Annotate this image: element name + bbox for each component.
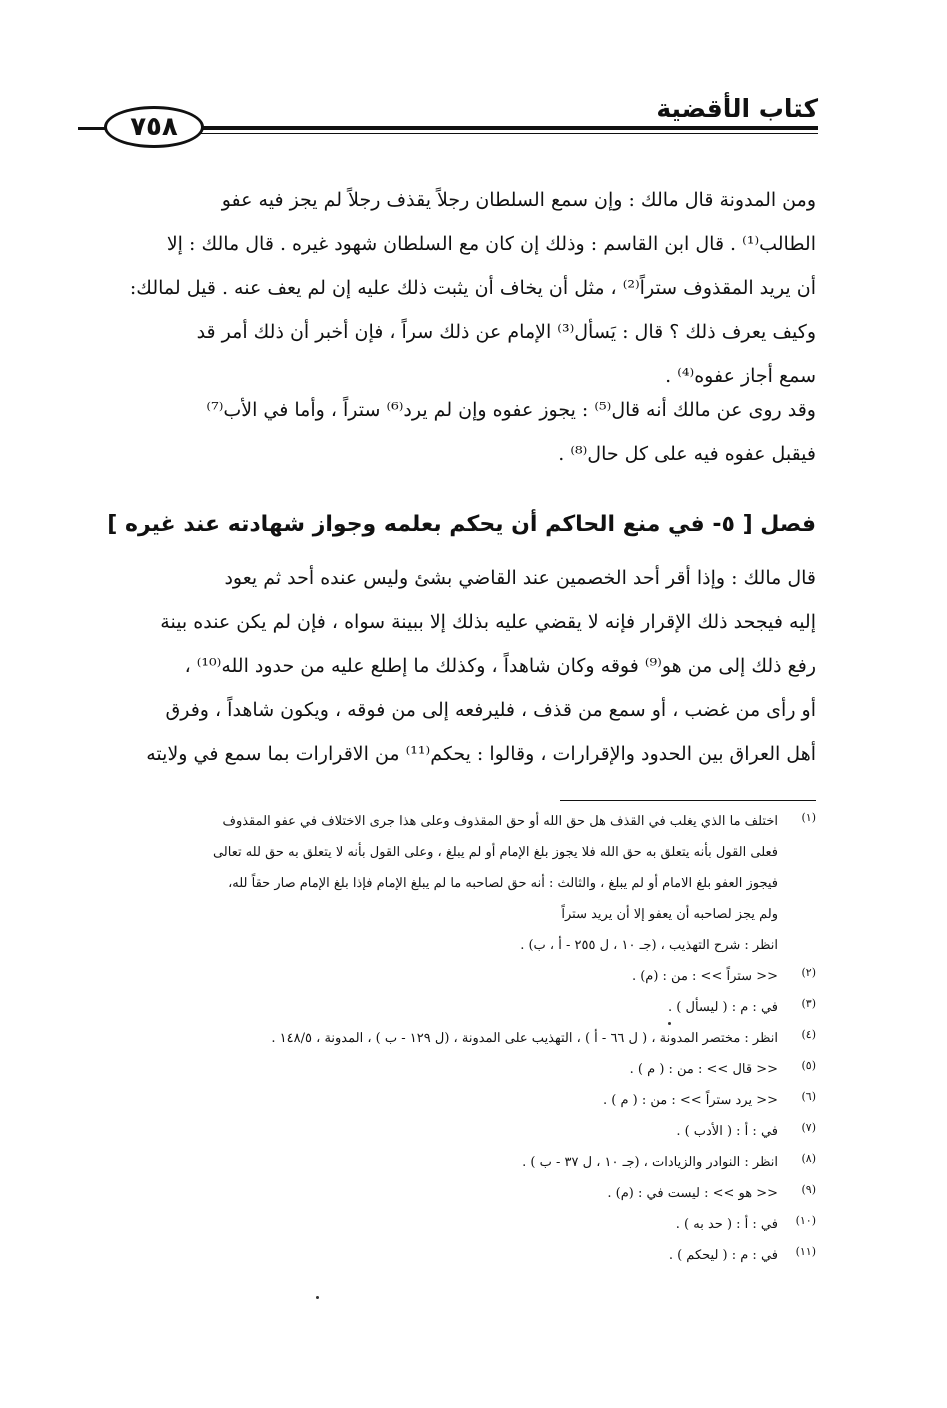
text-line: ومن المدونة قال مالك : وإن سمع السلطان رجلاً يقذف رجلاً لم يجز فيه عفو <box>221 189 816 211</box>
page-number-oval <box>104 106 204 148</box>
section-heading: فصل [ ٥- في منع الحاكم أن يحكم بعلمه وجواز شهادته عند غيره ] <box>107 512 816 537</box>
footnote-number: (١) <box>801 811 816 824</box>
scan-speck <box>316 1296 319 1299</box>
footnote-text: في : أ : ( الأدب ) . <box>676 1124 778 1139</box>
text-line: قال مالك : وإذا أقر أحد الخصمين عند القاضي بشئ وليس عنده أحد ثم يعود <box>224 567 816 589</box>
footnote-text: << ستراً >> : من : (م) . <box>631 969 778 984</box>
text-line: أن يريد المقذوف ستراً⁽²⁾ ، مثل أن يخاف أن يثبت ذلك عليه إن لم يعف عنه . قيل لمالك: <box>129 277 816 299</box>
footnote-text: ولم يجز لصاحبه أن يعفو إلا أن يريد ستراً <box>561 907 778 922</box>
header-rule-thin <box>198 133 818 134</box>
text-line: سمع أجاز عفوه⁽⁴⁾ . <box>665 365 816 387</box>
footnote-10 <box>70 1209 816 1240</box>
footnote-9 <box>70 1178 816 1209</box>
page-number: ٧٥٨ <box>130 112 178 142</box>
text-line: وكيف يعرف ذلك ؟ قال : يَسأل⁽³⁾ الإمام عن ذلك سراً ، فإن أخبر أن ذلك أمر قد <box>196 321 816 343</box>
text-line: فيقبل عفوه فيه على كل حال⁽⁸⁾ . <box>558 443 816 465</box>
footnote-text: في : أ : ( حد به ) . <box>675 1217 778 1232</box>
footnote-number: (٥) <box>801 1059 816 1072</box>
book-title: كتاب الأقضية <box>656 94 818 123</box>
footnote-1-continued <box>70 930 816 961</box>
footnote-2 <box>70 961 816 992</box>
footnote-number: (٦) <box>801 1090 816 1103</box>
footnote-separator <box>560 800 816 801</box>
scan-speck <box>668 1022 671 1025</box>
footnote-11 <box>70 1240 816 1271</box>
footnote-1-continued <box>70 899 816 930</box>
paragraph-3 <box>78 556 816 776</box>
text-line: إليه فيجحد ذلك الإقرار فإنه لا يقضي عليه بذلك إلا ببينة سواه ، فإن لم يكن عنده بينة <box>160 611 816 633</box>
footnotes <box>70 806 816 1271</box>
footnote-number: (١١) <box>795 1245 816 1258</box>
footnote-text: انظر : النوادر والزيادات ، (جـ ١٠ ، ل ٣٧ - ب ) . <box>522 1155 778 1170</box>
page-header <box>78 90 818 152</box>
text-line: وقد روى عن مالك أنه قال⁽⁵⁾ : يجوز عفوه وإن لم يرد⁽⁶⁾ ستراً ، وأما في الأب⁽⁷⁾ <box>206 399 816 421</box>
text-line: رفع ذلك إلى من هو⁽⁹⁾ فوقه وكان شاهداً ، وكذلك ما إطلع عليه من حدود الله⁽¹⁰⁾ ، <box>184 655 816 677</box>
footnote-text: فعلى القول بأنه يتعلق به حق الله فلا يجوز بلغ الإمام أو لم يبلغ ، وعلى القول بأنه لا يتعلق به حق لله تعالى <box>212 845 778 860</box>
footnote-1-continued <box>70 868 816 899</box>
footnote-text: << قال >> : من : ( م ) . <box>629 1062 778 1077</box>
footnote-text: انظر : مختصر المدونة ، ( ل ٦٦ - أ ) ، التهذيب على المدونة ، (ل ١٢٩ - ب ) ، المدونة ، ١٤٨/٥ . <box>271 1031 778 1046</box>
footnote-1-continued <box>70 837 816 868</box>
header-rule-thick <box>198 126 818 130</box>
footnote-number: (٢) <box>801 966 816 979</box>
footnote-1 <box>70 806 816 837</box>
footnote-number: (٤) <box>801 1028 816 1041</box>
footnote-7 <box>70 1116 816 1147</box>
footnote-text: انظر : شرح التهذيب ، (جـ ١٠ ، ل ٢٥٥ - أ ، ب) . <box>520 938 778 953</box>
footnote-text: في : م : ( ليحكم ) . <box>668 1248 778 1263</box>
footnote-text: << هو >> : ليست في : (م) . <box>607 1186 778 1201</box>
paragraph-2 <box>78 388 816 476</box>
paragraph-1 <box>78 178 816 398</box>
text-line: أهل العراق بين الحدود والإقرارات ، وقالوا : يحكم⁽¹¹⁾ من الاقرارات بما سمع في ولايته <box>146 743 816 765</box>
footnote-text: اختلف ما الذي يغلب في القذف هل حق الله أو حق المقذوف وعلى هذا جرى الاختلاف في عفو المقذوف <box>222 814 778 829</box>
footnote-6 <box>70 1085 816 1116</box>
text-line: الطالب⁽¹⁾ . قال ابن القاسم : وذلك إن كان مع السلطان شهود غيره . قال مالك : إلا <box>166 233 816 255</box>
footnote-number: (١٠) <box>795 1214 816 1227</box>
footnote-8 <box>70 1147 816 1178</box>
footnote-number: (٩) <box>801 1183 816 1196</box>
footnote-4 <box>70 1023 816 1054</box>
footnote-text: في : م : ( ليسأل ) . <box>668 1000 778 1015</box>
footnote-text: فيجوز العفو بلغ الامام أو لم يبلغ ، والثالث : أنه حق لصاحبه ما لم يبلغ الإمام فإذا بلغ الإمام صار حقاً لله، <box>228 876 778 891</box>
text-line: أو رأى من غضب ، أو سمع من قذف ، فليرفعه إلى من فوقه ، ويكون شاهداً ، وفرق <box>165 699 816 721</box>
footnote-text: << يرد ستراً >> : من : ( م ) . <box>602 1093 778 1108</box>
footnote-number: (٣) <box>801 997 816 1010</box>
footnote-5 <box>70 1054 816 1085</box>
footnote-3 <box>70 992 816 1023</box>
footnote-number: (٨) <box>801 1152 816 1165</box>
footnote-number: (٧) <box>801 1121 816 1134</box>
